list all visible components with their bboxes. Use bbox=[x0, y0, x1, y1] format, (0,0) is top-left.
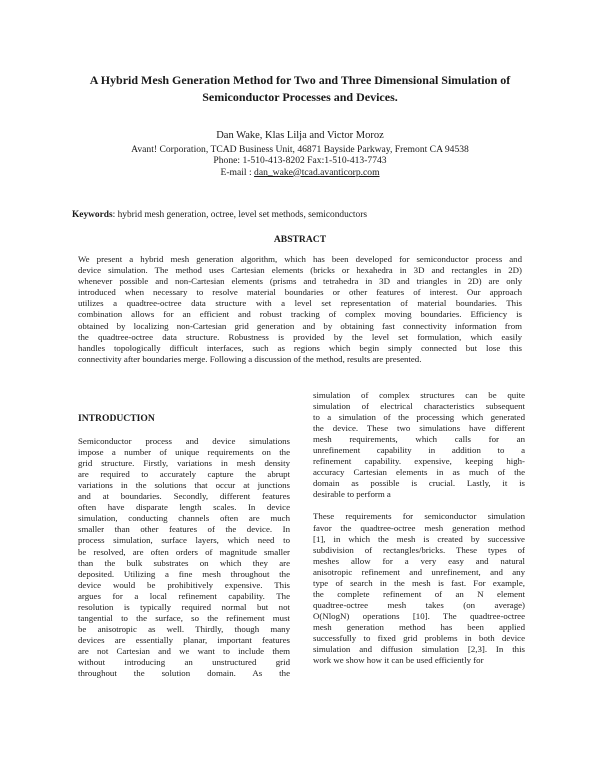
body-line: be resolved, are often orders of magnitude smaller bbox=[78, 546, 290, 557]
body-line: simulation of complex structures can be quite bbox=[313, 390, 525, 400]
body-line: refinement capability. expensive, keeping high- bbox=[313, 456, 525, 467]
paper-title bbox=[60, 72, 540, 106]
email-link[interactable]: dan_wake@tcad.avanticorp.com bbox=[254, 166, 380, 178]
title-line-2: Semiconductor Processes and Devices. bbox=[202, 90, 398, 104]
body-line: simulation of electrical characteristics subsequent bbox=[313, 401, 525, 412]
abstract-line: the quadtree-octree data structure. Robustness is provided by the level set formulation, which easily bbox=[78, 331, 522, 342]
abstract-line: connectivity after boundaries merge. Following a discussion of the method, results are presented. bbox=[78, 353, 422, 364]
body-line: O(NlogN) operations [10]. The quadtree-octree bbox=[313, 610, 525, 621]
body-line: the device. These two simulations have different bbox=[313, 423, 525, 434]
body-line: simulation and diffusion simulation [2,3]. In this bbox=[313, 644, 525, 655]
body-line: work we show how it can be used efficiently for bbox=[313, 655, 484, 666]
body-line: be anisotropic as well. Thirdly, though many bbox=[78, 623, 290, 634]
body-line: are not Cartesian and we want to include them bbox=[78, 645, 290, 656]
body-line: successfully to fixed grid problems in both device bbox=[313, 632, 525, 643]
body-line: anisotropic refinement and unrefinement, and any bbox=[313, 566, 525, 577]
body-line: deposited. Utilizing a fine mesh throughout the bbox=[78, 568, 290, 579]
body-line: accuracy Cartesian elements in as much of the bbox=[313, 467, 525, 478]
body-line: variations in the solutions that occur at junctions bbox=[78, 480, 290, 491]
body-line: tangential to the surface, so the refinement must bbox=[78, 612, 290, 623]
body-line: often have disparate length scales. In device bbox=[78, 502, 290, 513]
body-line: simulation, conducting channels often are much bbox=[78, 513, 290, 524]
abstract-line: handles topologically difficult interfaces, such as regions which begin simply connected but lose this bbox=[78, 342, 522, 353]
abstract-heading: ABSTRACT bbox=[273, 234, 327, 245]
body-line: device would be prohibitively expensive. This bbox=[78, 579, 290, 590]
body-line: desirable to perform a bbox=[313, 489, 391, 500]
body-line: devices are essentially planar, important features bbox=[78, 634, 290, 645]
body-line: subdivision of rectangles/bricks. These types of bbox=[313, 544, 525, 555]
author-block bbox=[60, 130, 540, 178]
abstract-body bbox=[78, 254, 522, 365]
email-label: E-mail : bbox=[220, 166, 255, 178]
keywords-text: : hybrid mesh generation, octree, level set methods, semiconductors bbox=[112, 210, 367, 220]
keywords bbox=[72, 209, 542, 221]
body-line: resolution is typically required normal but not bbox=[78, 601, 290, 612]
body-line: Semiconductor process and device simulations bbox=[78, 436, 290, 447]
left-column bbox=[78, 413, 290, 679]
body-line: to a simulation of the processing which generated bbox=[313, 412, 525, 423]
abstract-line: We present a hybrid mesh generation algorithm, which has been developed for semiconductor process and bbox=[78, 254, 522, 264]
body-line: argues for a local refinement capability. The bbox=[78, 590, 290, 601]
body-line: the complete refinement of an N element bbox=[313, 588, 525, 599]
phone-fax: Phone: 1-510-413-8202 Fax:1-510-413-7743 bbox=[213, 155, 387, 166]
body-line: unrefinement capability in addition to a bbox=[313, 445, 525, 456]
body-line: mesh requirements, which calls for an bbox=[313, 434, 525, 445]
abstract-line: obtained by localizing non-Cartesian grid generation and by obtaining fast connectivity information from bbox=[78, 320, 522, 331]
email-line bbox=[60, 167, 540, 179]
paragraph-gap bbox=[313, 500, 525, 511]
body-line: and at boundaries. Secondly, different features bbox=[78, 491, 290, 502]
abstract-line: whenever possible and non-Cartesian elements (prisms and tetrahedra in 3D and triangles in 2D) are only bbox=[78, 276, 522, 287]
body-line: quadtree-octree mesh takes (on average) bbox=[313, 599, 525, 610]
body-line: than the bulk substrates on which they are bbox=[78, 557, 290, 568]
body-line: throughout the solution domain. As the bbox=[78, 668, 290, 679]
body-line: meshes allow for a very easy and natural bbox=[313, 555, 525, 566]
abstract-line: utilizes a quadtree-octree data structure with a level set representation of material boundaries. This bbox=[78, 298, 522, 309]
body-line: without introducing an unstructured grid bbox=[78, 656, 290, 667]
right-column bbox=[313, 390, 525, 666]
title-line-1: A Hybrid Mesh Generation Method for Two and Three Dimensional Simulation of bbox=[89, 73, 511, 87]
body-line: are required to accurately capture the abrupt bbox=[78, 469, 290, 480]
body-line: type of search in the mesh is fast. For example, bbox=[313, 577, 525, 588]
body-line: impose a number of unique requirements on the bbox=[78, 447, 290, 458]
keywords-label: Keywords bbox=[72, 210, 113, 220]
body-line: [1], in which the mesh is created by successive bbox=[313, 533, 525, 544]
abstract-line: introduced when necessary to resolve material boundaries or other features of interest. Our approach bbox=[78, 287, 522, 298]
body-line: process simulation, surface layers, which need to bbox=[78, 535, 290, 546]
author-names: Dan Wake, Klas Lilja and Victor Moroz bbox=[216, 130, 384, 141]
body-line: These requirements for semiconductor simulation bbox=[313, 511, 525, 522]
body-line: mesh generation method has been applied bbox=[313, 621, 525, 632]
body-line: smaller than other features of the device. In bbox=[78, 524, 290, 535]
body-line: favor the quadtree-octree mesh generation method bbox=[313, 522, 525, 533]
abstract-line: device simulation. The method uses Cartesian elements (bricks or hexahedra in 3D and rectangles in 2D) bbox=[78, 265, 522, 276]
abstract-line: combination allows for an efficient and robust tracking of complex moving boundaries. Efficiency is bbox=[78, 309, 522, 320]
introduction-heading: INTRODUCTION bbox=[78, 413, 155, 424]
body-line: domain as possible is crucial. Lastly, it is bbox=[313, 478, 525, 489]
affiliation: Avant! Corporation, TCAD Business Unit, 46871 Bayside Parkway, Fremont CA 94538 bbox=[131, 143, 469, 155]
body-line: grid structure. Firstly, variations in mesh density bbox=[78, 458, 290, 469]
